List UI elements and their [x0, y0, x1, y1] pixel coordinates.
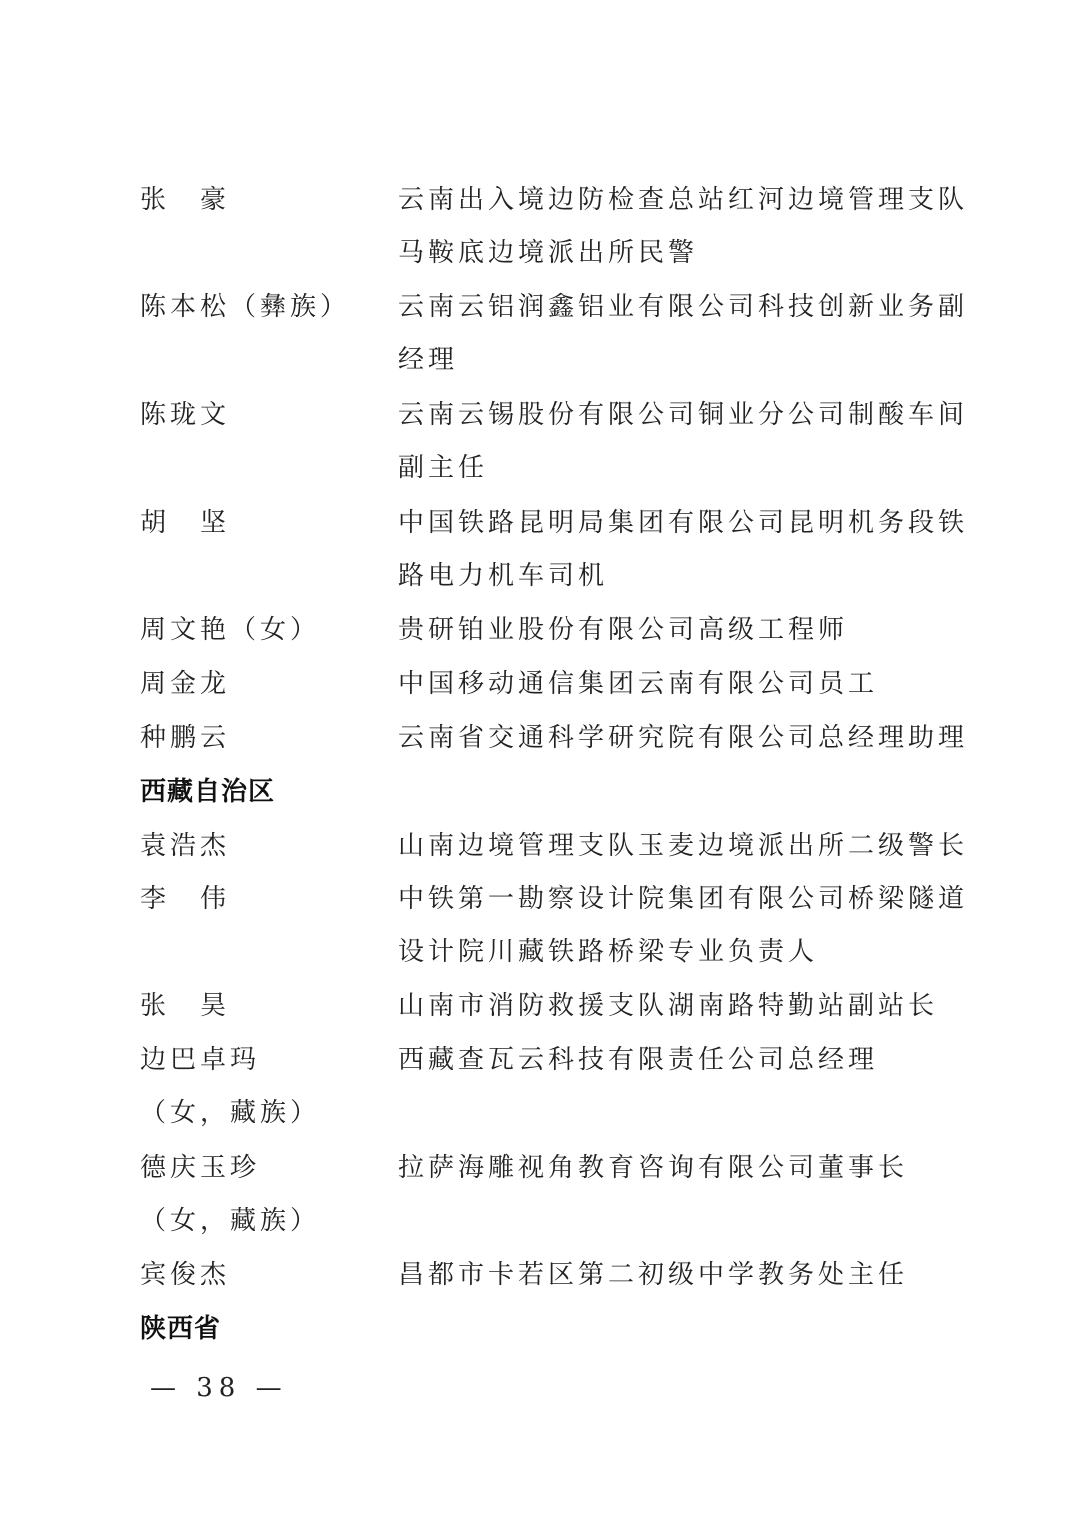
list-item-continuation [0, 556, 1080, 596]
person-title: 云南云铝润鑫铝业有限公司科技创新业务副 [398, 292, 969, 322]
person-title: 中国移动通信集团云南有限公司员工 [398, 669, 879, 699]
person-name: 张 昊 [140, 991, 231, 1021]
person-title: 中国铁路昆明局集团有限公司昆明机务段铁 [398, 508, 969, 538]
person-name: 种鹏云 [140, 723, 231, 753]
list-item-continuation [0, 233, 1080, 273]
list-item [0, 503, 1080, 543]
list-item [0, 287, 1080, 327]
list-item-continuation [0, 932, 1080, 972]
person-title-continued: 经理 [398, 345, 459, 375]
person-title-continued: 副主任 [398, 453, 489, 483]
list-item-continuation [0, 1201, 1080, 1241]
list-item [0, 180, 1080, 220]
person-name: 袁浩杰 [140, 831, 231, 861]
person-name: 边巴卓玛 [140, 1045, 261, 1075]
list-item-continuation [0, 448, 1080, 488]
person-name-continued: （女，藏族） [140, 1206, 321, 1236]
person-title-continued: 路电力机车司机 [398, 561, 609, 591]
person-title: 贵研铂业股份有限公司高级工程师 [398, 615, 849, 645]
person-title-continued: 马鞍底边境派出所民警 [398, 238, 699, 268]
list-item-continuation [0, 1093, 1080, 1133]
person-name: 周文艳（女） [140, 615, 321, 645]
person-title: 中铁第一勘察设计院集团有限公司桥梁隧道 [398, 884, 969, 914]
person-name: 陈珑文 [140, 400, 231, 430]
person-name: 陈本松（彝族） [140, 292, 351, 322]
section-heading [0, 1309, 1080, 1349]
person-title: 云南省交通科学研究院有限公司总经理助理 [398, 723, 969, 753]
list-item [0, 826, 1080, 866]
list-item-continuation [0, 340, 1080, 380]
person-title: 西藏查瓦云科技有限责任公司总经理 [398, 1045, 879, 1075]
person-name: 周金龙 [140, 669, 231, 699]
list-item [0, 1148, 1080, 1188]
person-title: 山南市消防救援支队湖南路特勤站副站长 [398, 991, 939, 1021]
list-item [0, 879, 1080, 919]
section-title-xizang: 西藏自治区 [140, 777, 276, 807]
section-title-shaanxi: 陕西省 [140, 1314, 222, 1344]
list-item [0, 718, 1080, 758]
list-item [0, 664, 1080, 704]
list-item [0, 1255, 1080, 1295]
list-item [0, 395, 1080, 435]
list-item [0, 986, 1080, 1026]
page-number: — 38 — [150, 1373, 288, 1403]
person-title: 山南边境管理支队玉麦边境派出所二级警长 [398, 831, 969, 861]
person-name: 德庆玉珍 [140, 1153, 261, 1183]
person-title: 云南云锡股份有限公司铜业分公司制酸车间 [398, 400, 969, 430]
person-title: 拉萨海雕视角教育咨询有限公司董事长 [398, 1153, 909, 1183]
list-item [0, 1040, 1080, 1080]
section-heading [0, 772, 1080, 812]
person-name: 宾俊杰 [140, 1260, 231, 1290]
person-name-continued: （女，藏族） [140, 1098, 321, 1128]
person-title: 云南出入境边防检查总站红河边境管理支队 [398, 185, 969, 215]
person-title-continued: 设计院川藏铁路桥梁专业负责人 [398, 937, 819, 967]
list-item [0, 610, 1080, 650]
person-name: 李 伟 [140, 884, 231, 914]
person-title: 昌都市卡若区第二初级中学教务处主任 [398, 1260, 909, 1290]
person-name: 胡 坚 [140, 508, 231, 538]
person-name: 张 豪 [140, 185, 231, 215]
